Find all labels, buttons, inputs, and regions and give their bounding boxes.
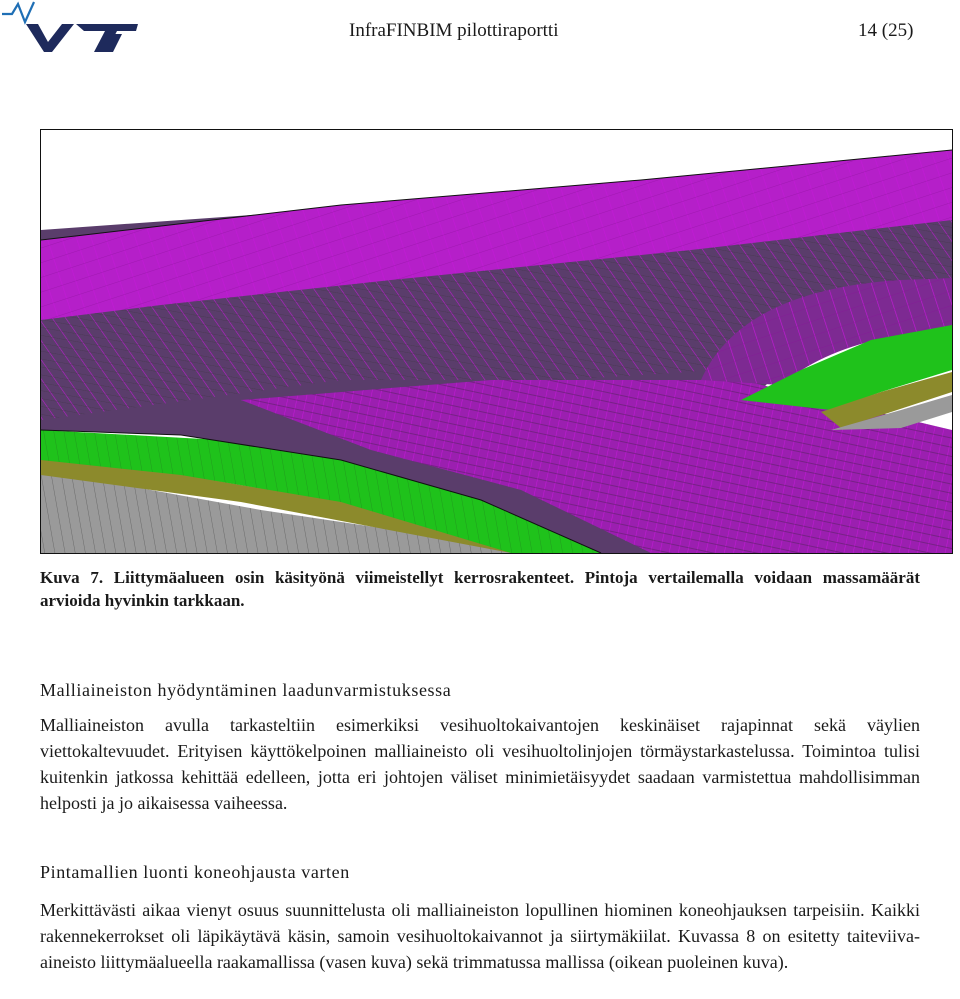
- page-number: 14 (25): [858, 20, 914, 41]
- figure-caption: Kuva 7. Liittymäalueen osin käsityönä viimeistellyt kerrosrakenteet. Pintoja vertailemalla voidaan massamäärät arvioida hyvinkin tarkkaan.: [40, 568, 920, 610]
- section-body-quality-assurance: Malliaineiston avulla tarkasteltiin esimerkiksi vesihuoltokaivantojen keskinäiset rajapinnat sekä väylien viettokaltevuudet. Erityisen käyttökelpoinen malliaineisto oli vesihuoltolinjojen törmäystarkastelussa. Toimintoa tulisi kuitenkin jatkossa kehittää edelleen, jotta eri johtojen väliset minimietäisyydet saadaan varmistettua mahdollisimman helposti ja jo aikaisessa vaiheessa.: [40, 715, 920, 813]
- model-render-figure: [40, 129, 953, 554]
- section-body-machine-control: Merkittävästi aikaa vienyt osuus suunnittelusta oli malliaineiston lopullinen hiominen koneohjauksen tarpeisiin. Kaikki rakennekerrokset oli läpikäytävä käsin, samoin vesihuoltokaivannot ja siirtymäkiilat. Kuvassa 8 on esitetty taiteviiva-aineisto liittymäalueella raakamallissa (vasen kuva) sekä trimmatussa mallissa (oikean puoleinen kuva).: [40, 900, 920, 972]
- vtt-logo: [0, 0, 148, 62]
- document-title: InfraFINBIM pilottiraportti: [349, 20, 559, 41]
- section-heading-machine-control: Pintamallien luonti koneohjausta varten: [40, 862, 350, 882]
- section-heading-quality-assurance: Malliaineiston hyödyntäminen laadunvarmistuksessa: [40, 680, 452, 700]
- 3d-model-render-icon: [41, 130, 952, 553]
